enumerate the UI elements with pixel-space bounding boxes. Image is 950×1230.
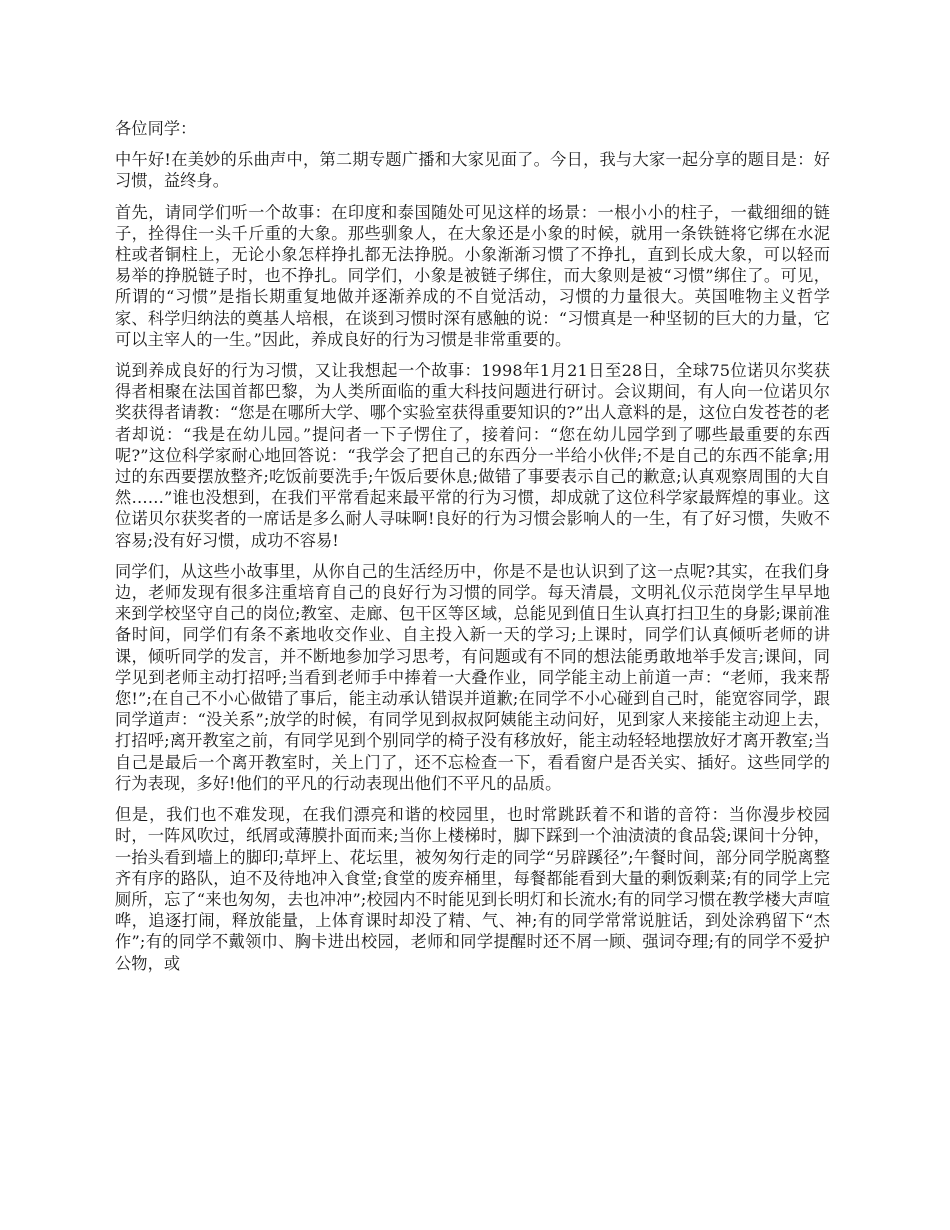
paragraph-nobel-story: 说到养成良好的行为习惯，又让我想起一个故事：1998年1月21日至28日，全球75位诺贝尔奖获得者相聚在法国首都巴黎，为人类所面临的重大科技问题进行研讨。会议期间，有人向一位诺贝尔奖获得者请教：“您是在哪所大学、哪个实验室获得重要知识的?”出人意料的是，这位白发苍苍的老者却说：“我是在幼儿园。”提问者一下子愣住了，接着问：“您在幼儿园学到了哪些最重要的东西呢?”这位科学家耐心地回答说：“我学会了把自己的东西分一半给小伙伴;不是自己的东西不能拿;用过的东西要摆放整齐;吃饭前要洗手;午饭后要休息;做错了事要表示自己的歉意;认真观察周围的大自然……”谁也没想到，在我们平常看起来最平常的行为习惯，却成就了这位科学家最辉煌的事业。这位诺贝尔获奖者的一席话是多么耐人寻味啊!良好的行为习惯会影响人的一生，有了好习惯，失败不容易;没有好习惯，成功不容易! — [115, 361, 830, 550]
salutation: 各位同学： — [115, 119, 197, 138]
paragraph-bad-examples: 但是，我们也不难发现，在我们漂亮和谐的校园里，也时常跳跃着不和谐的音符：当你漫步校园时，一阵风吹过，纸屑或薄膜扑面而来;当你上楼梯时，脚下踩到一个油渍渍的食品袋;课间十分钟，一抬头看到墙上的脚印;草坪上、花坛里，被匆匆行走的同学“另辟蹊径”;午餐时间，部分同学脱离整齐有序的路队，迫不及待地冲入食堂;食堂的废弃桶里，每餐都能看到大量的剩饭剩菜;有的同学上完厕所，忘了“来也匆匆，去也冲冲”;校园内不时能见到长明灯和长流水;有的同学习惯在教学楼大声喧哗，追逐打闹，释放能量，上体育课时却没了精、气、神;有的同学常常说脏话，到处涂鸦留下“杰作”;有的同学不戴领巾、胸卡进出校园，老师和同学提醒时还不屑一顾、强词夺理;有的同学不爱护公物，或 — [115, 805, 830, 973]
document-body — [115, 118, 830, 984]
paragraph-elephant-story: 首先，请同学们听一个故事：在印度和泰国随处可见这样的场景：一根小小的柱子，一截细细的链子，拴得住一头千斤重的大象。那些驯象人，在大象还是小象的时候，就用一条铁链将它绑在水泥柱或者铜柱上，无论小象怎样挣扎都无法挣脱。小象渐渐习惯了不挣扎，直到长成大象，可以轻而易举的挣脱链子时，也不挣扎。同学们，小象是被链子绑住，而大象则是被“习惯”绑住了。可见，所谓的“习惯”是指长期重复地做并逐渐养成的不自觉活动，习惯的力量很大。英国唯物主义哲学家、科学归纳法的奠基人培根，在谈到习惯时深有感触的说：“习惯真是一种坚韧的巨大的力量，它可以主宰人的一生。”因此，养成良好的行为习惯是非常重要的。 — [115, 202, 830, 349]
paragraph-greeting: 中午好!在美妙的乐曲声中，第二期专题广播和大家见面了。今日，我与大家一起分享的题目是：好习惯，益终身。 — [115, 150, 830, 191]
paragraph-good-examples: 同学们，从这些小故事里，从你自己的生活经历中，你是不是也认识到了这一点呢?其实，在我们身边，老师发现有很多注重培育自己的良好行为习惯的同学。每天清晨，文明礼仪示范岗学生早早地来到学校坚守自己的岗位;教室、走廊、包干区等区域，总能见到值日生认真打扫卫生的身影;课前准备时间，同学们有条不紊地收交作业、自主投入新一天的学习;上课时，同学们认真倾听老师的讲课，倾听同学的发言，并不断地参加学习思考，有问题或有不同的想法能勇敢地举手发言;课间，同学见到老师主动打招呼;当看到老师手中捧着一大叠作业，同学能主动上前道一声：“老师，我来帮您!”;在自己不小心做错了事后，能主动承认错误并道歉;在同学不小心碰到自己时，能宽容同学，跟同学道声：“没关系”;放学的时候，有同学见到叔叔阿姨能主动问好，见到家人来接能主动迎上去，打招呼;离开教室之前，有同学见到个别同学的椅子没有移放好，能主动轻轻地摆放好才离开教室;当自己是最后一个离开教室时，关上门了，还不忘检查一下，看看窗户是否关实、插好。这些同学的行为表现，多好!他们的平凡的行动表现出他们不平凡的品质。 — [115, 561, 830, 793]
